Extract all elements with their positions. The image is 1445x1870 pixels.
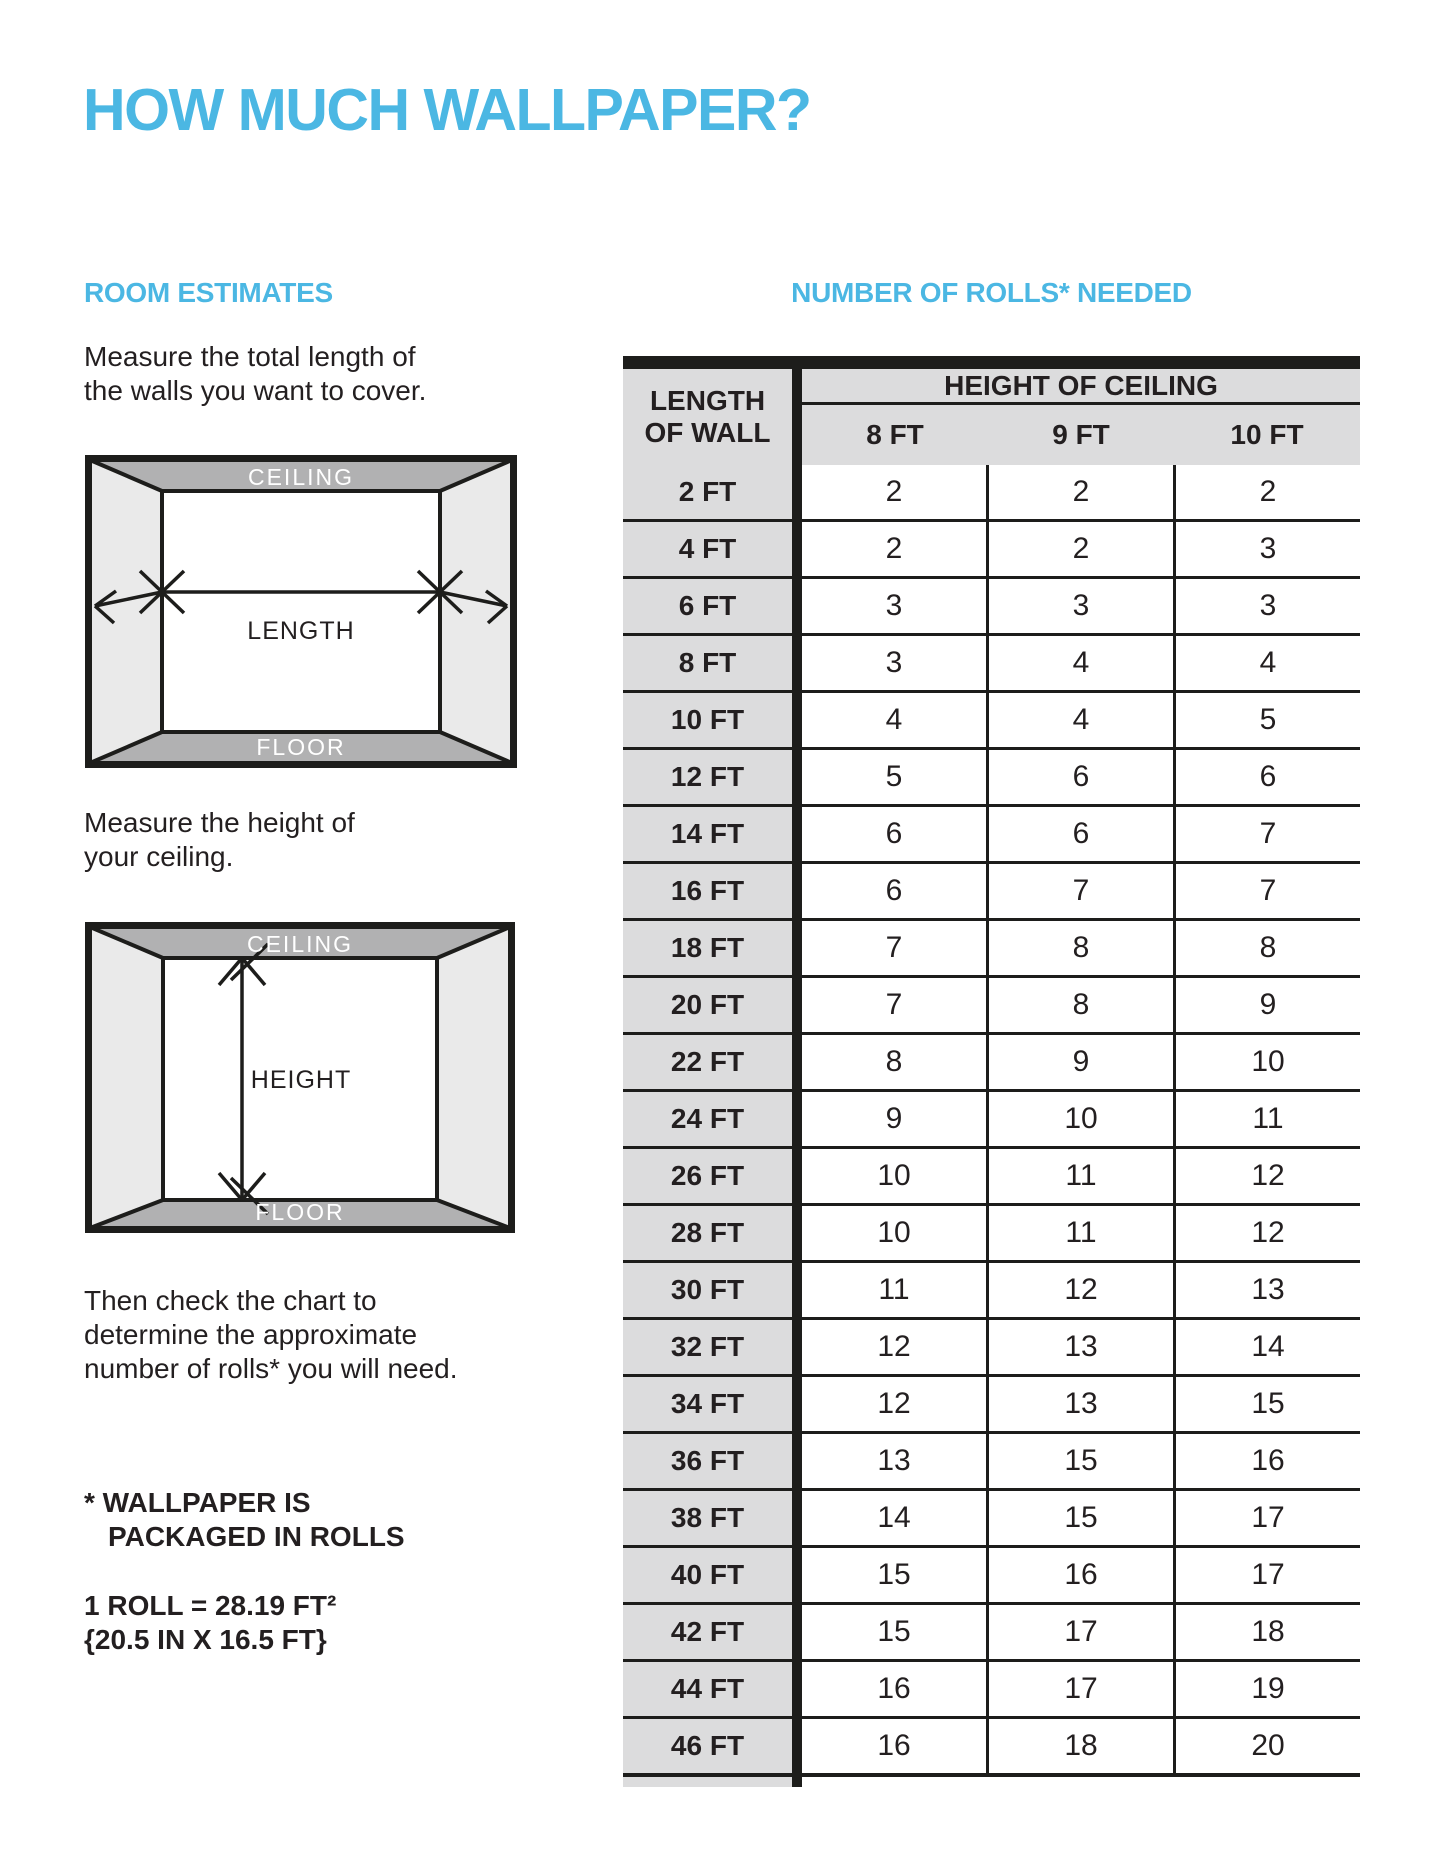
rolls-count-cell: 16 <box>802 1662 986 1716</box>
length-room-diagram <box>85 455 517 768</box>
rolls-count-cell: 2 <box>986 522 1173 576</box>
wall-length-cell: 22 FT <box>623 1035 802 1089</box>
wall-length-cell: 42 FT <box>623 1605 802 1659</box>
rolls-count-cell: 18 <box>986 1719 1173 1773</box>
rolls-count-cell: 6 <box>802 864 986 918</box>
wall-length-cell: 38 FT <box>623 1491 802 1545</box>
ceiling-height-subheaders <box>802 405 1360 465</box>
rolls-count-cell: 2 <box>1173 465 1360 519</box>
wall-length-cell: 12 FT <box>623 750 802 804</box>
wall-length-cell: 8 FT <box>623 636 802 690</box>
rolls-count-cell: 4 <box>986 636 1173 690</box>
table-row <box>623 1035 1360 1092</box>
rolls-count-cell: 12 <box>1173 1206 1360 1260</box>
rolls-count-cell: 15 <box>802 1548 986 1602</box>
rolls-count-cell: 12 <box>802 1320 986 1374</box>
rolls-count-cell: 15 <box>986 1434 1173 1488</box>
rolls-count-cell: 14 <box>1173 1320 1360 1374</box>
rolls-count-cell: 10 <box>802 1206 986 1260</box>
rolls-count-cell: 3 <box>802 579 986 633</box>
rolls-count-cell: 20 <box>1173 1719 1360 1773</box>
table-row <box>623 1320 1360 1377</box>
length-label: LENGTH <box>247 617 355 645</box>
table-row <box>623 636 1360 693</box>
floor-label: FLOOR <box>255 1199 345 1225</box>
rolls-count-cell: 2 <box>802 522 986 576</box>
rolls-count-cell: 11 <box>986 1149 1173 1203</box>
rolls-count-cell: 17 <box>1173 1491 1360 1545</box>
wall-length-cell: 10 FT <box>623 693 802 747</box>
wall-length-cell: 18 FT <box>623 921 802 975</box>
rolls-count-cell: 8 <box>986 921 1173 975</box>
rolls-count-cell: 7 <box>802 921 986 975</box>
wall-length-cell: 26 FT <box>623 1149 802 1203</box>
wall-length-cell: 40 FT <box>623 1548 802 1602</box>
rolls-count-cell: 13 <box>802 1434 986 1488</box>
table-row <box>623 1662 1360 1719</box>
table-row <box>623 1377 1360 1434</box>
rolls-count-cell: 6 <box>802 807 986 861</box>
length-of-wall-line1: LENGTH <box>649 385 766 416</box>
step3-line1: Then check the chart to <box>84 1285 377 1316</box>
rolls-count-cell: 5 <box>1173 693 1360 747</box>
height-room-diagram <box>85 922 515 1233</box>
rolls-count-cell: 13 <box>1173 1263 1360 1317</box>
ceiling-header-group <box>802 369 1360 465</box>
rolls-count-cell: 15 <box>986 1491 1173 1545</box>
wall-length-cell: 44 FT <box>623 1662 802 1716</box>
table-row <box>623 750 1360 807</box>
rolls-count-cell: 17 <box>986 1605 1173 1659</box>
rolls-count-cell: 17 <box>986 1662 1173 1716</box>
rolls-count-cell: 16 <box>802 1719 986 1773</box>
rolls-count-cell: 2 <box>802 465 986 519</box>
wall-length-cell: 24 FT <box>623 1092 802 1146</box>
rolls-count-cell: 10 <box>1173 1035 1360 1089</box>
wall-length-cell: 28 FT <box>623 1206 802 1260</box>
floor-label: FLOOR <box>256 734 346 760</box>
rolls-needed-heading: NUMBER OF ROLLS* NEEDED <box>791 277 1192 308</box>
table-row <box>623 1491 1360 1548</box>
rolls-count-cell: 4 <box>802 693 986 747</box>
rolls-count-cell: 7 <box>986 864 1173 918</box>
rolls-count-cell: 8 <box>986 978 1173 1032</box>
table-bottom-stub <box>623 1777 802 1787</box>
rolls-count-cell: 9 <box>986 1035 1173 1089</box>
rolls-count-cell: 9 <box>1173 978 1360 1032</box>
rolls-count-cell: 15 <box>802 1605 986 1659</box>
table-row <box>623 579 1360 636</box>
wall-length-cell: 16 FT <box>623 864 802 918</box>
rolls-count-cell: 4 <box>1173 636 1360 690</box>
right-wall-shape <box>437 927 510 1228</box>
rolls-count-cell: 8 <box>1173 921 1360 975</box>
table-top-bar <box>623 356 1360 369</box>
roll-size-info <box>84 1589 336 1657</box>
table-row <box>623 693 1360 750</box>
rolls-count-cell: 18 <box>1173 1605 1360 1659</box>
rolls-count-cell: 3 <box>1173 522 1360 576</box>
step1-line1: Measure the total length of <box>84 341 416 372</box>
wall-length-cell: 36 FT <box>623 1434 802 1488</box>
wall-length-cell: 14 FT <box>623 807 802 861</box>
rolls-count-cell: 8 <box>802 1035 986 1089</box>
table-row <box>623 1263 1360 1320</box>
rolls-count-cell: 13 <box>986 1320 1173 1374</box>
ceiling-label: CEILING <box>247 464 355 490</box>
height-label: HEIGHT <box>250 1066 352 1094</box>
footnote-line2: PACKAGED IN ROLLS <box>108 1521 405 1552</box>
rolls-count-cell: 6 <box>1173 750 1360 804</box>
rolls-count-cell: 14 <box>802 1491 986 1545</box>
rolls-count-cell: 15 <box>1173 1377 1360 1431</box>
wallpaper-footnote <box>84 1486 405 1554</box>
height-of-ceiling-header: HEIGHT OF CEILING <box>802 369 1360 405</box>
table-row <box>623 864 1360 921</box>
rolls-count-cell: 12 <box>802 1377 986 1431</box>
table-row <box>623 1548 1360 1605</box>
rolls-count-cell: 10 <box>802 1149 986 1203</box>
step1-line2: the walls you want to cover. <box>84 375 427 406</box>
wall-length-cell: 34 FT <box>623 1377 802 1431</box>
rolls-count-cell: 7 <box>1173 864 1360 918</box>
wall-length-cell: 30 FT <box>623 1263 802 1317</box>
left-wall-shape <box>90 927 163 1228</box>
rolls-count-cell: 16 <box>1173 1434 1360 1488</box>
rolls-count-cell: 11 <box>802 1263 986 1317</box>
table-row <box>623 465 1360 522</box>
wall-length-cell: 32 FT <box>623 1320 802 1374</box>
length-of-wall-header <box>623 369 802 465</box>
wall-length-cell: 20 FT <box>623 978 802 1032</box>
ceiling-label: CEILING <box>246 931 354 957</box>
ceiling-8ft-header: 8 FT <box>866 419 924 450</box>
back-wall-outline <box>162 491 440 732</box>
table-row <box>623 978 1360 1035</box>
rolls-count-cell: 12 <box>1173 1149 1360 1203</box>
roll-area: 1 ROLL = 28.19 FT² <box>84 1590 337 1621</box>
rolls-count-cell: 7 <box>1173 807 1360 861</box>
step3-text <box>84 1284 458 1386</box>
step2-line2: your ceiling. <box>84 841 234 872</box>
table-row <box>623 522 1360 579</box>
wall-length-cell: 46 FT <box>623 1719 802 1773</box>
height-room-illustration <box>85 922 515 1233</box>
rolls-count-cell: 11 <box>986 1206 1173 1260</box>
rolls-table-body <box>623 465 1360 1777</box>
table-row <box>623 807 1360 864</box>
rolls-count-cell: 17 <box>1173 1548 1360 1602</box>
length-room-illustration <box>85 455 517 768</box>
rolls-count-cell: 6 <box>986 807 1173 861</box>
wall-length-cell: 6 FT <box>623 579 802 633</box>
rolls-count-cell: 3 <box>1173 579 1360 633</box>
rolls-count-cell: 6 <box>986 750 1173 804</box>
step2-line1: Measure the height of <box>84 807 355 838</box>
rolls-count-cell: 13 <box>986 1377 1173 1431</box>
rolls-count-cell: 9 <box>802 1092 986 1146</box>
rolls-count-cell: 11 <box>1173 1092 1360 1146</box>
table-header <box>623 369 1360 465</box>
wall-length-cell: 4 FT <box>623 522 802 576</box>
ceiling-9ft-header: 9 FT <box>1052 419 1110 450</box>
wall-length-cell: 2 FT <box>623 465 802 519</box>
rolls-count-cell: 3 <box>986 579 1173 633</box>
page-title: HOW MUCH WALLPAPER? <box>83 77 811 143</box>
step3-line3: number of rolls* you will need. <box>84 1353 458 1384</box>
table-row <box>623 1149 1360 1206</box>
step3-line2: determine the approximate <box>84 1319 418 1350</box>
rolls-count-cell: 3 <box>802 636 986 690</box>
table-row <box>623 1605 1360 1662</box>
table-row <box>623 1719 1360 1773</box>
roll-dimensions: {20.5 IN X 16.5 FT} <box>84 1624 327 1655</box>
table-row <box>623 1434 1360 1491</box>
step2-text <box>84 806 355 874</box>
rolls-count-cell: 12 <box>986 1263 1173 1317</box>
step1-text <box>84 340 426 408</box>
rolls-count-cell: 16 <box>986 1548 1173 1602</box>
table-row <box>623 1092 1360 1149</box>
rolls-count-cell: 19 <box>1173 1662 1360 1716</box>
table-row <box>623 1206 1360 1263</box>
length-of-wall-line2: OF WALL <box>644 417 771 448</box>
rolls-count-cell: 4 <box>986 693 1173 747</box>
rolls-count-cell: 7 <box>802 978 986 1032</box>
rolls-count-cell: 2 <box>986 465 1173 519</box>
room-estimates-heading: ROOM ESTIMATES <box>84 277 333 308</box>
rolls-needed-table <box>623 356 1360 1787</box>
rolls-count-cell: 10 <box>986 1092 1173 1146</box>
table-row <box>623 921 1360 978</box>
ceiling-10ft-header: 10 FT <box>1230 419 1304 450</box>
footnote-line1: * WALLPAPER IS <box>84 1487 311 1518</box>
rolls-count-cell: 5 <box>802 750 986 804</box>
